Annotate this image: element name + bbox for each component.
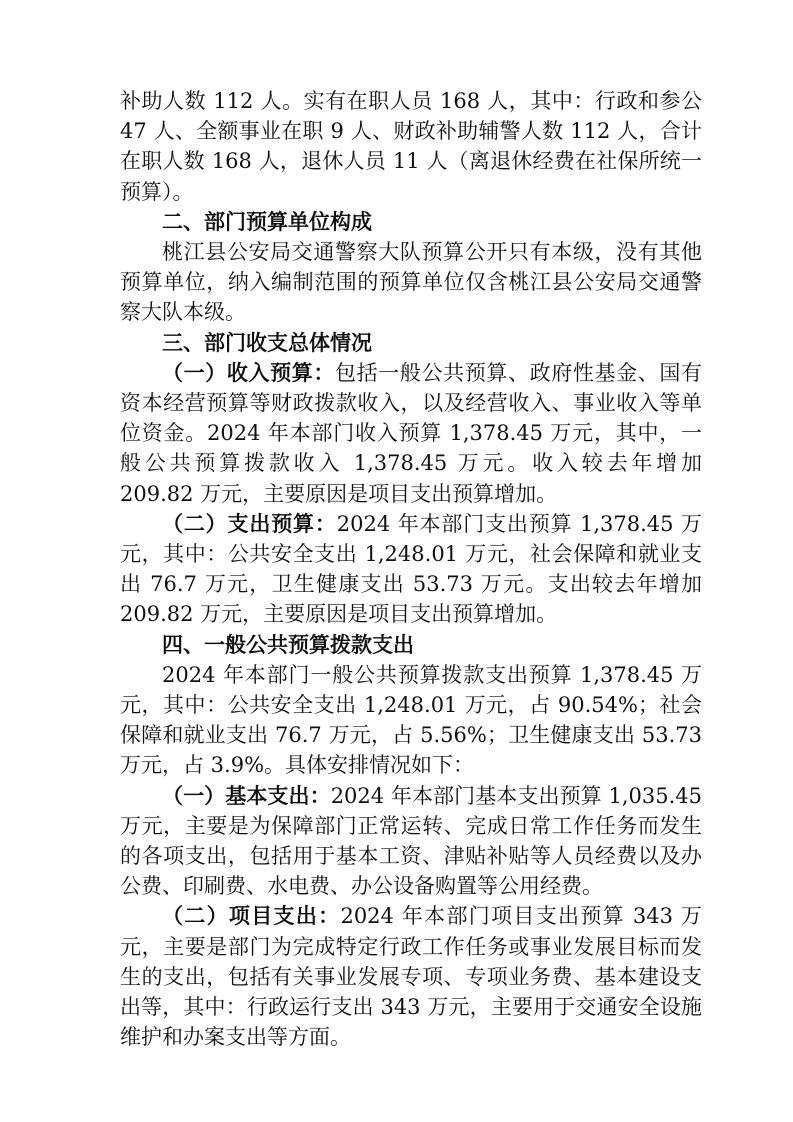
paragraph-general-budget — [120, 660, 702, 781]
section-heading-general-budget — [120, 630, 702, 660]
paragraph-text: 2024 年本部门基本支出预算 1,035.45 万元，主要是为保障部门正常运转、完成日常工作任务而发生的各项支出，包括用于基本工资、津贴补贴等人员经费以及办公费、印刷费、水电费、办公设备购置等公用经费。 — [120, 783, 703, 899]
paragraph-lead: （二）支出预算： — [162, 511, 337, 536]
paragraph-units — [120, 237, 702, 328]
paragraph-lead: （一）收入预算： — [162, 360, 335, 385]
heading-text: 三、部门收支总体情况 — [162, 330, 372, 355]
paragraph-text: 2024 年本部门支出预算 1,378.45 万元，其中：公共安全支出 1,248.01 万元，社会保障和就业支出 76.7 万元，卫生健康支出 53.73 万元。支出较去年增加 209.82 万元，主要原因是项目支出预算增加。 — [120, 511, 703, 627]
paragraph-lead: （一）基本支出： — [162, 783, 331, 808]
paragraph-lead: （二）项目支出： — [162, 904, 341, 929]
section-heading-units — [120, 207, 702, 237]
paragraph-staffing — [120, 86, 702, 207]
paragraph-income-budget — [120, 358, 702, 509]
paragraph-text: 桃江县公安局交通警察大队预算公开只有本级，没有其他预算单位，纳入编制范围的预算单位仅含桃江县公安局交通警察大队本级。 — [120, 240, 702, 325]
document-body — [120, 86, 702, 1053]
paragraph-expense-budget — [120, 509, 702, 630]
section-heading-overview — [120, 328, 702, 358]
heading-text: 二、部门预算单位构成 — [162, 209, 372, 234]
paragraph-basic-expense — [120, 781, 702, 902]
heading-text: 四、一般公共预算拨款支出 — [162, 632, 414, 657]
paragraph-text: 2024 年本部门项目支出预算 343 万元，主要是部门为完成特定行政工作任务或事业发展目标而发生的支出，包括有关事业发展专项、专项业务费、基本建设支出等，其中：行政运行支出 343 万元，主要用于交通安全设施维护和办案支出等方面。 — [120, 904, 702, 1050]
paragraph-text: 2024 年本部门一般公共预算拨款支出预算 1,378.45 万元，其中：公共安全支出 1,248.01 万元，占 90.54%；社会保障和就业支出 76.7 万元，占 5.56%；卫生健康支出 53.73 万元，占 3.9%。具体安排情况如下： — [120, 662, 702, 778]
paragraph-text: 包括一般公共预算、政府性基金、国有资本经营预算等财政拨款收入，以及经营收入、事业收入等单位资金。2024 年本部门收入预算 1,378.45 万元，其中，一般公共预算拨款收入 1,378.45 万元。收入较去年增加 209.82 万元，主要原因是项目支出预算增加。 — [120, 360, 702, 506]
paragraph-project-expense — [120, 901, 702, 1052]
paragraph-text: 补助人数 112 人。实有在职人员 168 人，其中：行政和参公 47 人、全额事业在职 9 人、财政补助辅警人数 112 人，合计在职人数 168 人，退休人员 11 人（离退休经费在社保所统一预算）。 — [120, 89, 702, 204]
